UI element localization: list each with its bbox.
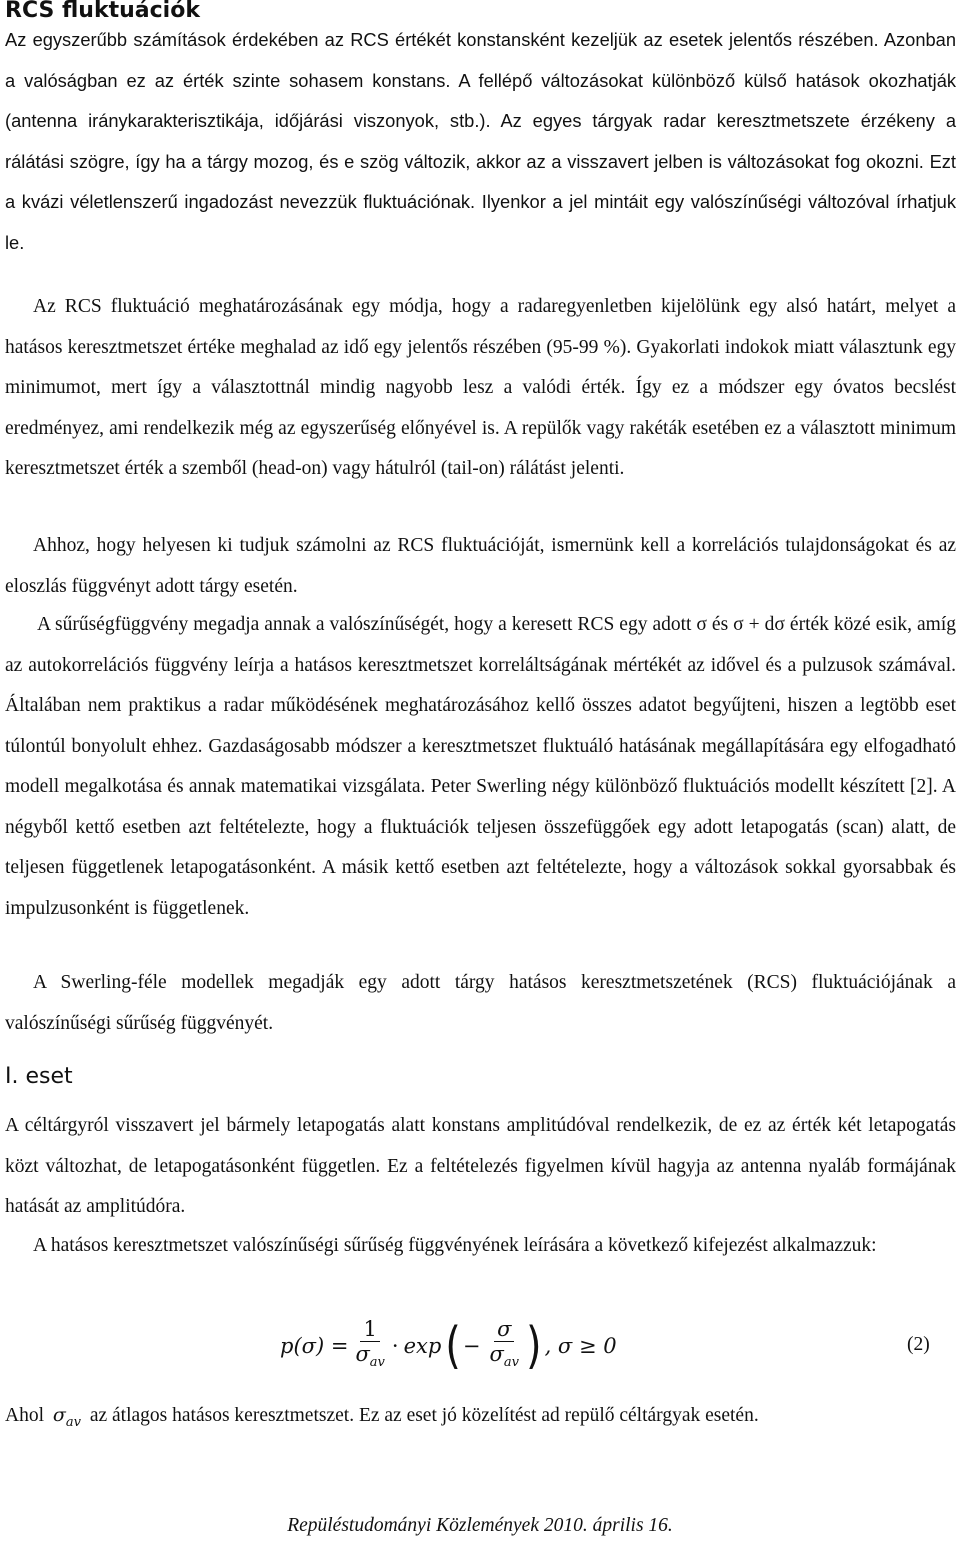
page-title: RCS fluktuációk <box>5 0 200 23</box>
paragraph-correlation <box>5 526 956 607</box>
formula-fraction-one-numerator: 1 <box>360 1317 379 1342</box>
formula-sigma: σ <box>489 1341 504 1366</box>
formula-subscript: av <box>369 1355 385 1371</box>
paragraph-density-text: A sűrűségfüggvény megadja annak a valószínűségét, hogy a keresett RCS egy adott σ és σ + dσ érték közé esik, amíg az autokorrelációs függvény leírja a hatásos keresztmetszet korreláltságának mértékét az idővel és a pulzusok számával. Általában nem praktikus a radar működésének meghatározásához kellő összes adatot begyűjteni, hiszen a legtöbb eset túlontúl bonyolult ehhez. Gazdaságosabb módszer a keresztmetszet fluktuáló hatásának megállapítására egy elfogadható modell megalkotása és annak matematikai vizsgálata. Peter Swerling négy különböző fluktuációs modellt készített [2]. A négyből kettő esetben azt feltételezte, hogy a fluktuációk teljesen összefüggőek egy adott letapogatás (scan) alatt, de teljesen függetlenek letapogatásonként. A másik kettő esetben azt feltételezte, hogy a változások sokkal gyorsabbak és impulzusonként is függetlenek. <box>5 614 956 919</box>
formula-dot: · <box>391 1334 399 1358</box>
paragraph-intro <box>5 20 956 263</box>
formula-close-paren: ) <box>525 1317 542 1375</box>
formula-lhs: p(σ) = <box>280 1334 349 1358</box>
paragraph-lower-bound-text: Az RCS fluktuáció meghatározásának egy módja, hogy a radaregyenletben kijelölünk egy alsó határt, melyet a hatásos keresztmetszet értéke meghalad az idő egy jelentős részében (95-99 %). Gyakorlati indokok miatt választunk egy minimumot, mert így a választottnál mindig nagyobb lesz a valódi érték. Így ez a módszer egy óvatos becslést eredményez, ami rendelkezik még az egyszerűség előnyével is. A repülők vagy rakéták esetében ez a választott minimum keresztmetszet érték a szemből (head-on) vagy hátulról (tail-on) rálátást jelenti. <box>5 296 956 479</box>
paragraph-ahol <box>5 1398 759 1440</box>
formula-fraction-one-denominator <box>352 1342 387 1375</box>
ahol-subscript: av <box>65 1414 81 1430</box>
paragraph-swerling-text: A Swerling-féle modellek megadják egy adott tárgy hatásos keresztmetszetének (RCS) fluktuációjának a valószínűségi sűrűség függvényét. <box>5 972 956 1034</box>
ahol-suffix: az átlagos hatásos keresztmetszet. Ez az eset jó közelítést ad repülő céltárgyak esetén. <box>89 1405 759 1426</box>
formula-sigma: σ <box>355 1341 370 1366</box>
formula-fraction-one <box>352 1317 387 1375</box>
ahol-sigma: σ <box>52 1404 66 1426</box>
paragraph-correlation-text: Ahhoz, hogy helyesen ki tudjuk számolni az RCS fluktuációját, ismernünk kell a korrelációs tulajdonságokat és az eloszlás függvényt adott tárgy esetén. <box>5 535 956 597</box>
density-formula <box>280 1318 617 1374</box>
section-heading: I. eset <box>5 1064 73 1089</box>
paragraph-expression-intro-text: A hatásos keresztmetszet valószínűségi sűrűség függvényének leírására a következő kifejezést alkalmazzuk: <box>33 1235 877 1256</box>
formula-fraction-two-denominator <box>487 1342 522 1375</box>
formula-subscript: av <box>503 1355 519 1371</box>
paragraph-swerling <box>5 963 956 1044</box>
formula-condition: , σ ≥ 0 <box>544 1334 617 1358</box>
ahol-prefix: Ahol <box>5 1405 44 1426</box>
formula-exp: exp <box>403 1334 442 1358</box>
equation-number: (2) <box>907 1334 930 1355</box>
formula-open-paren: ( <box>445 1317 461 1375</box>
paragraph-intro-text: Az egyszerűbb számítások érdekében az RCS értékét konstansként kezeljük az esetek jelentős részében. Azonban a valóságban ez az érték szinte sohasem konstans. A fellépő változásokat különböző külső hatások okozhatják (antenna iránykarakterisztikája, időjárási viszonyok, stb.). Az egyes tárgyak radar keresztmetszete érzékeny a rálátási szögre, így ha a tárgy mozog, és e szög változik, akkor az a visszavert jelben is változásokat fog okozni. Ezt a kvázi véletlenszerű ingadozást nevezzük fluktuációnak. Ilyenkor a jel mintáit egy valószínűségi változóval írhatjuk le. <box>5 29 956 253</box>
ahol-symbol <box>52 1404 81 1430</box>
formula-fraction-two <box>487 1317 522 1375</box>
page-footer: Repüléstudományi Közlemények 2010. április 16. <box>287 1515 673 1536</box>
paragraph-case-one-text: A céltárgyról visszavert jel bármely letapogatás alatt konstans amplitúdóval rendelkezik, de ez az érték két letapogatás közt változhat, de letapogatásonként független. Ez a feltételezés figyelmen kívül hagyja az antenna nyaláb formájának hatását az amplitúdóra. <box>5 1115 956 1217</box>
paragraph-density <box>5 605 956 929</box>
paragraph-case-one <box>5 1106 956 1228</box>
paragraph-expression-intro <box>5 1226 956 1267</box>
paragraph-lower-bound <box>5 287 956 490</box>
formula-fraction-two-numerator: σ <box>494 1317 514 1342</box>
formula-minus: − <box>462 1334 481 1358</box>
